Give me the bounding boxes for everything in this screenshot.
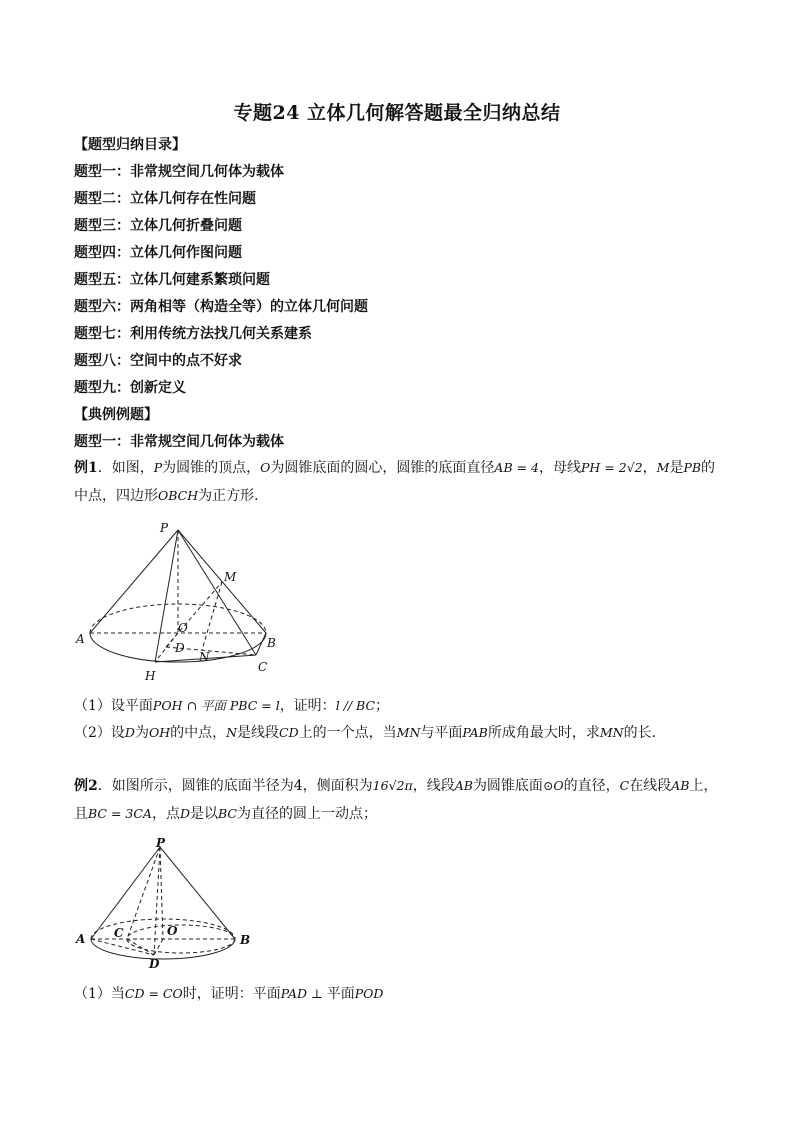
toc-item: 题型三：立体几何折叠问题 <box>74 218 242 234</box>
page-title: 专题24 立体几何解答题最全归纳总结 <box>233 102 561 124</box>
label-B: B <box>267 636 276 650</box>
math: PH = 2√2 <box>581 460 643 475</box>
math: CD = CO <box>124 986 183 1001</box>
text: 4 <box>293 778 303 794</box>
text: （1）设平面 <box>74 698 153 714</box>
math: PB <box>683 460 702 475</box>
text: ， <box>642 460 657 476</box>
math: AB <box>671 778 690 793</box>
example-2-question-1 <box>74 980 722 1008</box>
segment-MN <box>202 582 222 650</box>
segment-OD <box>154 939 163 955</box>
text: 所成角最大时，求 <box>487 725 600 741</box>
math: OH <box>148 725 171 740</box>
text: 为 <box>134 725 149 741</box>
math: O <box>260 460 271 475</box>
edge-PC <box>178 530 256 655</box>
edge-CB <box>256 633 266 655</box>
label-A: A <box>76 632 85 646</box>
text: ，证明： <box>279 698 336 714</box>
text: 为正方形． <box>198 488 269 504</box>
text: ．如图， <box>97 460 154 476</box>
base-ellipse-front <box>91 939 235 959</box>
toc-item: 题型九：创新定义 <box>74 380 186 396</box>
cone-figure-1 <box>74 520 274 692</box>
label-P: P <box>156 836 166 850</box>
math: M <box>656 460 670 475</box>
segment-DM <box>166 582 222 647</box>
text: 时，证明：平面 <box>182 986 281 1002</box>
math: N <box>226 725 238 740</box>
label-A: A <box>76 932 86 946</box>
text: ，母线 <box>539 460 582 476</box>
math: l // BC <box>335 698 376 713</box>
math: D <box>124 725 135 740</box>
label-H: H <box>145 669 156 683</box>
math: POH ∩ 平面 PBC = l <box>152 698 280 713</box>
text: 是线段 <box>237 725 280 741</box>
math: D <box>179 806 190 821</box>
toc-item: 题型一：非常规空间几何体为载体 <box>74 164 284 180</box>
label-O: O <box>178 621 188 635</box>
example-1-question-1 <box>74 692 722 720</box>
label-C: C <box>114 926 124 940</box>
math: MN <box>599 725 624 740</box>
segment-PC <box>127 847 160 939</box>
math: P <box>153 460 163 475</box>
text: 为直径的圆上一动点； <box>236 806 377 822</box>
example-1-question-2 <box>74 719 734 747</box>
math: BC <box>217 806 237 821</box>
text: 上，且 <box>74 778 718 822</box>
text: （1）当 <box>74 986 125 1002</box>
math: POD <box>354 986 384 1001</box>
label-D: D <box>175 641 185 655</box>
text: 为圆锥底面的圆心，圆锥的底面直径 <box>270 460 495 476</box>
text: 平面 <box>326 986 355 1002</box>
text: 在线段 <box>629 778 672 794</box>
text: ．如图所示，圆锥的底面半径为 <box>97 778 294 794</box>
math: 16√2π <box>372 778 413 793</box>
segment-AD <box>91 939 154 955</box>
text: 与平面 <box>420 725 463 741</box>
label-P: P <box>160 521 169 535</box>
text: ，线段 <box>412 778 455 794</box>
example-label: 例2 <box>74 778 98 794</box>
toc-item: 题型八：空间中的点不好求 <box>74 353 242 369</box>
segment-CD <box>127 939 154 955</box>
text: （2）设 <box>74 725 125 741</box>
toc-item: 题型二：立体几何存在性问题 <box>74 191 256 207</box>
toc-item: 题型七：利用传统方法找几何关系建系 <box>74 326 312 342</box>
math: OBCH <box>158 488 199 503</box>
text: 上的一个点，当 <box>298 725 397 741</box>
text: ； <box>375 698 390 714</box>
edge-PA <box>90 530 178 633</box>
example-1-statement <box>74 454 722 510</box>
text: 的直径， <box>563 778 620 794</box>
math: MN <box>396 725 421 740</box>
math: PAB <box>462 725 488 740</box>
math: C <box>619 778 630 793</box>
height-PO <box>160 847 163 939</box>
label-C: C <box>258 660 268 674</box>
text: 的中点， <box>170 725 227 741</box>
math: AB = 4 <box>494 460 540 475</box>
example-label: 例1 <box>74 460 98 476</box>
label-D: D <box>149 957 160 971</box>
math: CD <box>279 725 299 740</box>
text: 为圆锥的顶点， <box>162 460 261 476</box>
text: 是以 <box>189 806 218 822</box>
toc-heading: 【题型归纳目录】 <box>74 137 186 153</box>
edge-PA <box>91 847 160 939</box>
text: 是 <box>669 460 684 476</box>
text: 的中点，四边形 <box>74 460 716 504</box>
math: ⊙O <box>542 778 564 793</box>
math: AB <box>454 778 473 793</box>
section-heading: 题型一：非常规空间几何体为载体 <box>74 434 284 450</box>
label-B: B <box>240 933 251 947</box>
text: 的长． <box>623 725 666 741</box>
cone-figure-2 <box>74 835 264 975</box>
text: ，侧面积为 <box>302 778 373 794</box>
math: BC = 3CA <box>88 806 152 821</box>
text: 为圆锥底面 <box>472 778 543 794</box>
examples-heading: 【典例例题】 <box>74 407 158 423</box>
toc-item: 题型四：立体几何作图问题 <box>74 245 242 261</box>
label-O: O <box>167 924 178 938</box>
math: PAD ⊥ <box>280 986 327 1001</box>
label-N: N <box>199 650 210 664</box>
toc-item: 题型五：立体几何建系繁琐问题 <box>74 272 270 288</box>
label-M: M <box>224 570 237 584</box>
text: ，点 <box>151 806 180 822</box>
toc-item: 题型六：两角相等（构造全等）的立体几何问题 <box>74 299 368 315</box>
example-2-statement <box>74 772 722 828</box>
base-ellipse-back <box>91 919 235 939</box>
